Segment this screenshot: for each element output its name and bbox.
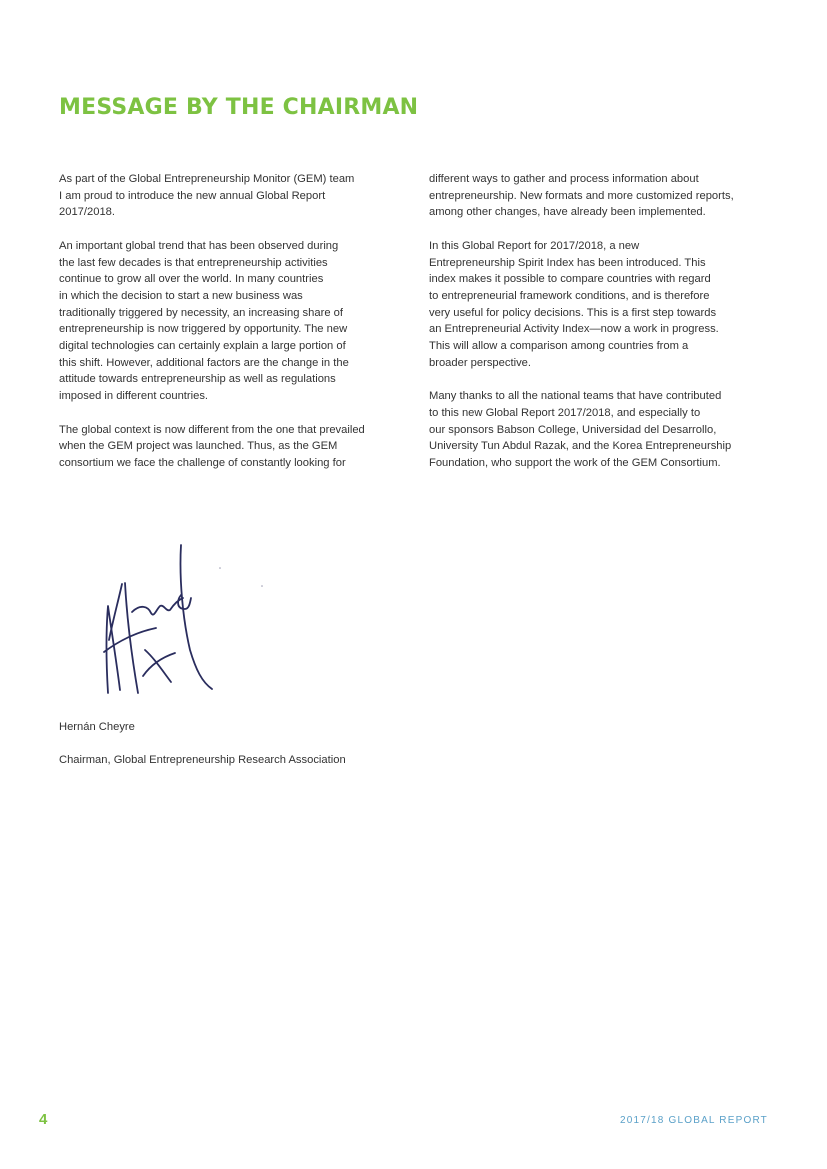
signature-stroke	[132, 598, 183, 615]
text-line: to this new Global Report 2017/2018, and especially to	[429, 406, 701, 419]
signature-icon	[92, 540, 272, 700]
text-line: attitude towards entrepreneurship as well as regulations	[59, 373, 336, 386]
text-line: continue to grow all over the world. In many countries	[59, 273, 324, 286]
report-label: 2017/18 GLOBAL REPORT	[619, 1115, 768, 1126]
text-line: Entrepreneurship Spirit Index has been introduced. This	[429, 256, 706, 269]
signature-stroke	[180, 545, 212, 689]
paragraph	[59, 171, 409, 221]
signature-stroke	[178, 595, 191, 609]
text-line: an Entrepreneurial Activity Index—now a work in progress.	[429, 323, 719, 336]
signature-drawing	[92, 540, 272, 700]
left-column	[59, 171, 409, 488]
signature-stroke	[109, 584, 122, 640]
text-line: to entrepreneurial framework conditions, and is therefore	[429, 289, 710, 302]
signer-name: Hernán Cheyre	[59, 721, 135, 733]
text-line: entrepreneurship. New formats and more customized reports,	[429, 189, 734, 202]
text-line: index makes it possible to compare countries with regard	[429, 273, 711, 286]
text-line: among other changes, have already been implemented.	[429, 206, 706, 219]
text-line: this shift. However, additional factors are the change in the	[59, 356, 349, 369]
text-line: Many thanks to all the national teams that have contributed	[429, 390, 722, 403]
text-line: traditionally triggered by necessity, an increasing share of	[59, 306, 343, 319]
page-number: 4	[39, 1111, 48, 1128]
text-line: when the GEM project was launched. Thus, as the GEM	[59, 440, 338, 453]
paragraph	[59, 238, 409, 405]
paragraph	[59, 422, 409, 472]
text-line: very useful for policy decisions. This is a first step towards	[429, 306, 717, 319]
text-line: As part of the Global Entrepreneurship Monitor (GEM) team	[59, 173, 355, 185]
ink-dot	[261, 585, 263, 587]
paragraph	[429, 238, 779, 372]
text-line: our sponsors Babson College, Universidad del Desarrollo,	[429, 423, 717, 436]
signer-title: Chairman, Global Entrepreneurship Research Association	[59, 754, 346, 766]
text-line: in which the decision to start a new business was	[59, 289, 303, 302]
paragraph	[429, 171, 779, 221]
text-line: Foundation, who support the work of the GEM Consortium.	[429, 456, 721, 469]
text-line: broader perspective.	[429, 356, 531, 369]
text-line: different ways to gather and process information about	[429, 173, 699, 185]
text-line: entrepreneurship is now triggered by opportunity. The new	[59, 323, 348, 336]
signature-stroke	[145, 650, 171, 682]
text-line: In this Global Report for 2017/2018, a new	[429, 239, 640, 252]
page-title: MESSAGE BY THE CHAIRMAN	[59, 95, 419, 120]
text-line: digital technologies can certainly explain a large portion of	[59, 340, 346, 353]
text-line: An important global trend that has been observed during	[59, 239, 339, 252]
text-line: I am proud to introduce the new annual Global Report	[59, 189, 326, 202]
text-line: 2017/2018.	[59, 206, 115, 219]
text-line: the last few decades is that entrepreneurship activities	[59, 256, 328, 269]
ink-dot	[219, 567, 221, 569]
right-column	[429, 171, 779, 488]
text-line: consortium we face the challenge of constantly looking for	[59, 456, 346, 469]
text-line: University Tun Abdul Razak, and the Korea Entrepreneurship	[429, 440, 732, 453]
text-line: imposed in different countries.	[59, 390, 209, 403]
text-line: This will allow a comparison among countries from a	[429, 340, 689, 353]
paragraph	[429, 388, 779, 472]
text-line: The global context is now different from the one that prevailed	[59, 423, 365, 436]
